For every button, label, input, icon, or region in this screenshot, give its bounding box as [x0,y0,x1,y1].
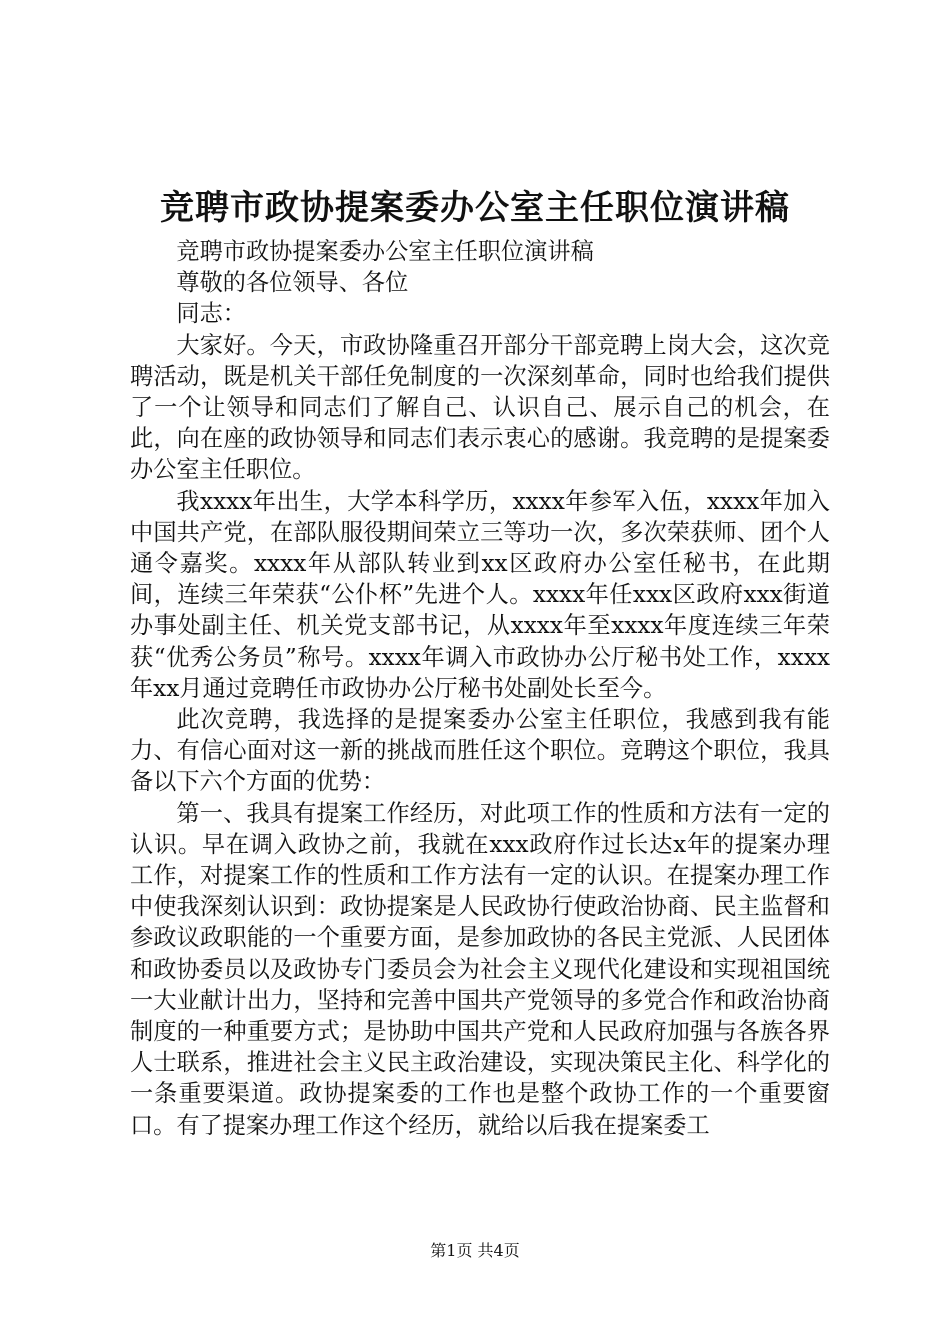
body-paragraph: 大家好。今天，市政协隆重召开部分干部竞聘上岗大会，这次竞聘活动，既是机关干部任免制度的一次深刻革命，同时也给我们提供了一个让领导和同志们了解自己、认识自己、展示自己的机会，在此，向在座的政协领导和同志们表示衷心的感谢。我竞聘的是提案委办公室主任职位。 [130,331,830,484]
body-paragraph: 同志： [176,300,246,328]
body-paragraph: 竞聘市政协提案委办公室主任职位演讲稿 [176,238,594,265]
body-paragraph: 尊敬的各位领导、各位 [176,269,409,297]
document-title: 竞聘市政协提案委办公室主任职位演讲稿 [160,188,790,228]
document-body [130,236,830,1141]
body-paragraph: 我xxxx年出生，大学本科学历，xxxx年参军入伍，xxxx年加入中国共产党，在部队服役期间荣立三等功一次，多次荣获师、团个人通令嘉奖。xxxx年从部队转业到xx区政府办公室任秘书，在此期间，连续三年荣获“公仆杯”先进个人。xxxx年任xxx区政府xxx街道办事处副主任、机关党支部书记，从xxxx年至xxxx年度连续三年荣获“优秀公务员”称号。xxxx年调入市政协办公厅秘书处工作，xxxx年xx月通过竞聘任市政协办公厅秘书处副处长至今。 [130,487,830,702]
body-paragraph: 第一、我具有提案工作经历，对此项工作的性质和方法有一定的认识。早在调入政协之前，我就在xxx政府作过长达x年的提案办理工作，对提案工作的性质和工作方法有一定的认识。在提案办理工作中使我深刻认识到：政协提案是人民政协行使政治协商、民主监督和参政议政职能的一个重要方面，是参加政协的各民主党派、人民团体和政协委员以及政协专门委员会为社会主义现代化建设和实现祖国统一大业献计出力，坚持和完善中国共产党领导的多党合作和政治协商制度的一种重要方式；是协助中国共产党和人民政府加强与各族各界人士联系，推进社会主义民主政治建设，实现决策民主化、科学化的一条重要渠道。政协提案委的工作也是整个政协工作的一个重要窗口。有了提案办理工作这个经历，就给以后我在提案委工 [130,799,830,1139]
body-paragraph: 此次竞聘，我选择的是提案委办公室主任职位，我感到我有能力、有信心面对这一新的挑战而胜任这个职位。竞聘这个职位，我具备以下六个方面的优势： [130,706,830,796]
page-number-footer: 第1页 共4页 [430,1241,520,1260]
